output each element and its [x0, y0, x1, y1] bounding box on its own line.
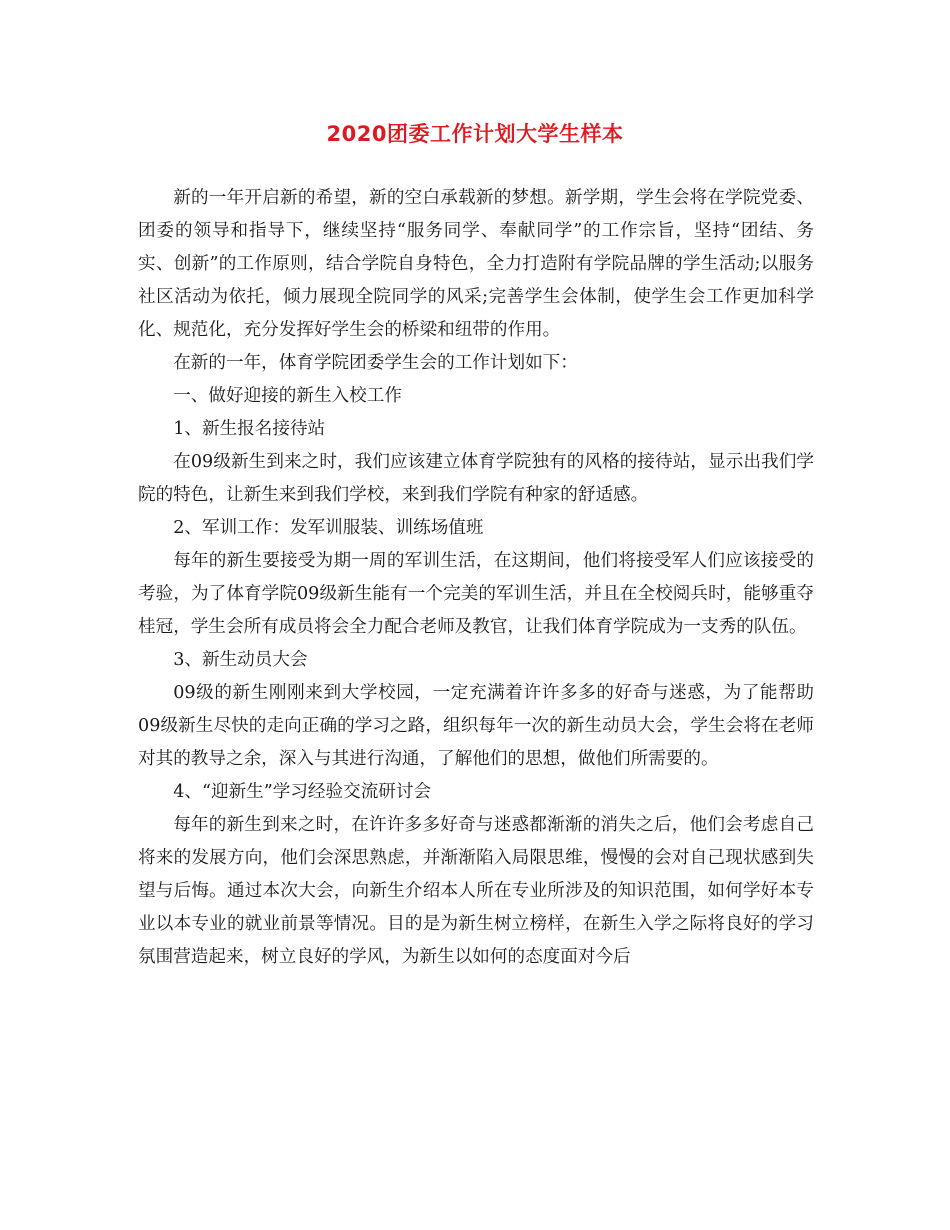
- paragraph-plan-lead: 在新的一年，体育学院团委学生会的工作计划如下：: [173, 353, 578, 373]
- section-heading-1: 一、做好迎接的新生入校工作: [173, 386, 402, 406]
- paragraph-intro: 新的一年开启新的希望，新的空白承载新的梦想。新学期，学生会将在学院党委、团委的领导和指导下，继续坚持“服务同学、奉献同学”的工作宗旨，坚持“团结、务实、创新”的工作原则，结合学院自身特色，全力打造附有学院品牌的学生活动;以服务社区活动为依托，倾力展现全院同学的风采;完善学生会体制，使学生会工作更加科学化、规范化，充分发挥好学生会的桥梁和纽带的作用。: [138, 188, 814, 340]
- subheading-3: 3、新生动员大会: [173, 650, 308, 670]
- subheading-2: 2、军训工作：发军训服装、训练场值班: [173, 518, 484, 538]
- document-body: [138, 182, 814, 974]
- paragraph-reception: 在09级新生到来之时，我们应该建立体育学院独有的风格的接待站，显示出我们学院的特色，让新生来到我们学校，来到我们学院有种家的舒适感。: [138, 452, 814, 505]
- subheading-1: 1、新生报名接待站: [173, 419, 326, 439]
- document-title: 2020团委工作计划大学生样本: [326, 122, 624, 146]
- paragraph-mobilization: 09级的新生刚刚来到大学校园，一定充满着许许多多的好奇与迷惑，为了能帮助09级新生尽快的走向正确的学习之路，组织每年一次的新生动员大会，学生会将在老师对其的教导之余，深入与其进行沟通，了解他们的思想，做他们所需要的。: [138, 683, 814, 769]
- subheading-4: 4、“迎新生”学习经验交流研讨会: [173, 782, 432, 802]
- paragraph-seminar: 每年的新生到来之时，在许许多多好奇与迷惑都渐渐的消失之后，他们会考虑自己将来的发展方向，他们会深思熟虑，并渐渐陷入局限思维，慢慢的会对自己现状感到失望与后悔。通过本次大会，向新生介绍本人所在专业所涉及的知识范围，如何学好本专业以本专业的就业前景等情况。目的是为新生树立榜样，在新生入学之际将良好的学习氛围营造起来，树立良好的学风，为新生以如何的态度面对今后: [138, 815, 814, 967]
- paragraph-military-training: 每年的新生要接受为期一周的军训生活，在这期间，他们将接受军人们应该接受的考验，为了体育学院09级新生能有一个完美的军训生活，并且在全校阅兵时，能够重夺桂冠，学生会所有成员将会全力配合老师及教官，让我们体育学院成为一支秀的队伍。: [138, 551, 814, 637]
